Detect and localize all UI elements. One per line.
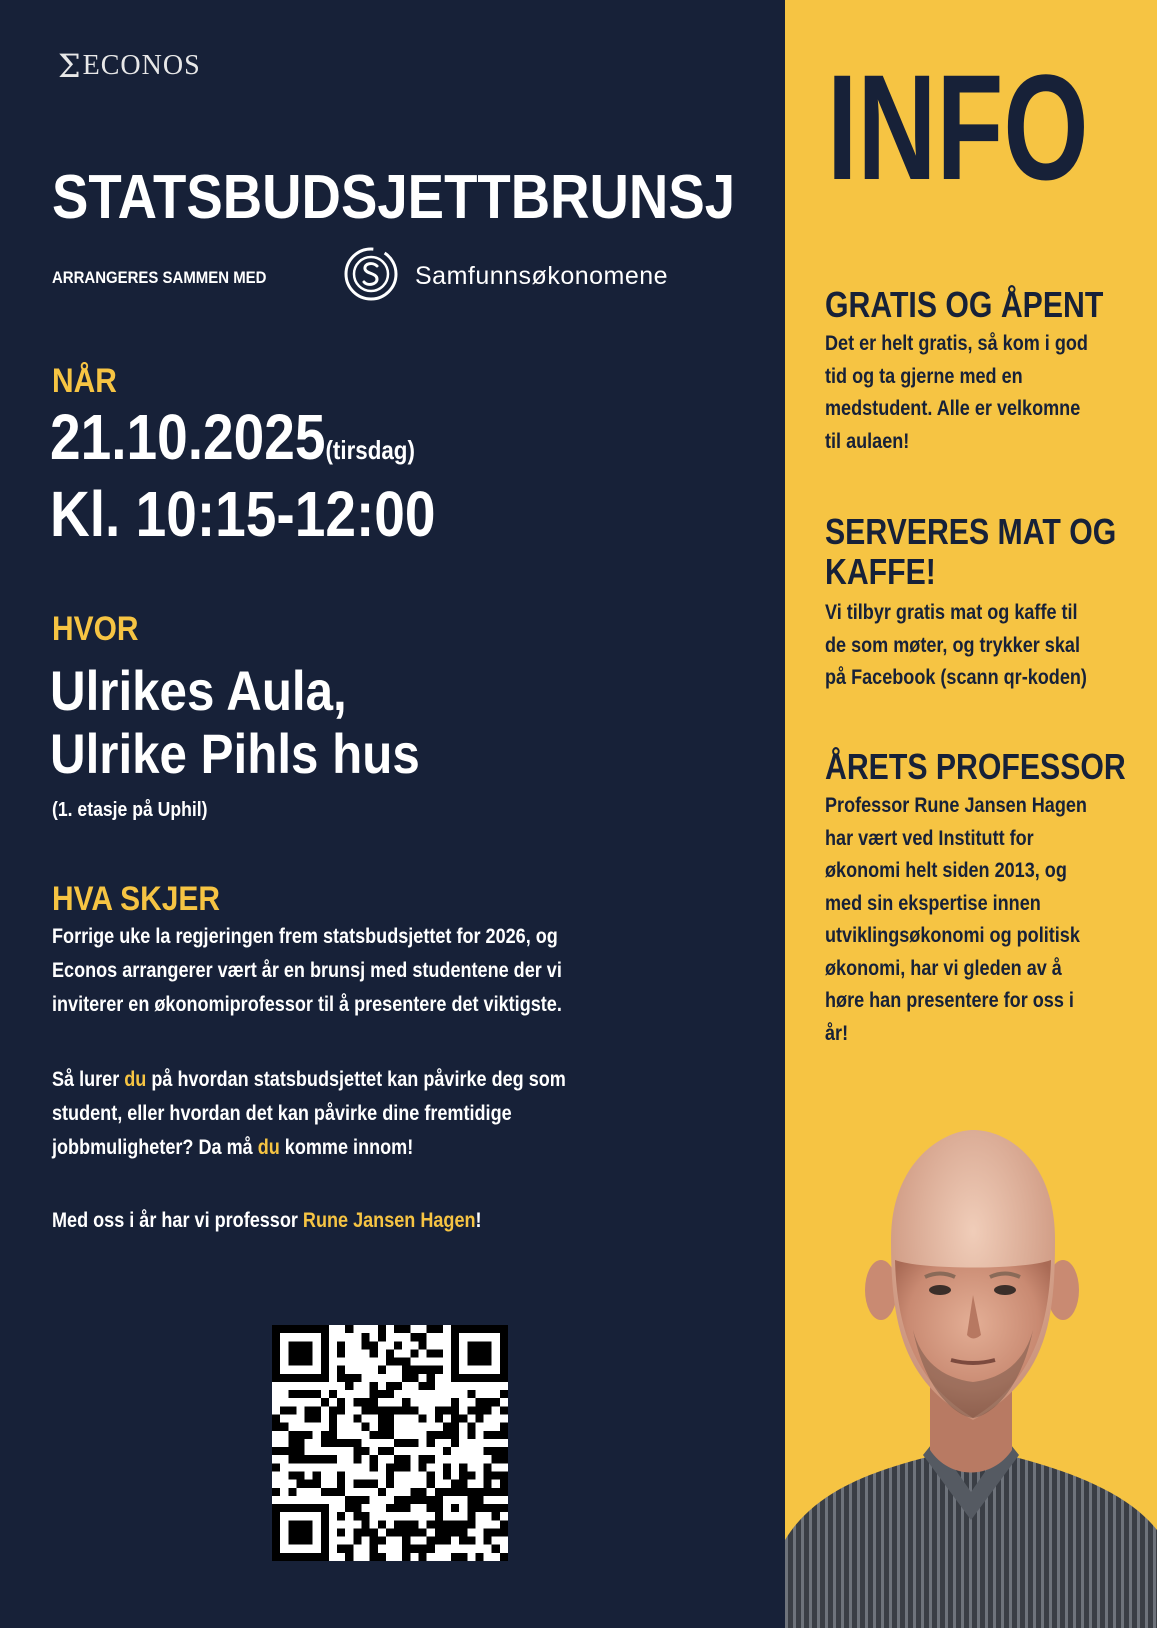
professor-photo <box>785 1120 1157 1628</box>
event-title-text: STATSBUDSJETTBRUNSJ <box>52 163 736 232</box>
info-section-2-body <box>825 597 1130 695</box>
section-body-line: Vi tilbyr gratis mat og kaffe til <box>825 601 1078 624</box>
venue-note-text: (1. etasje på Uphil) <box>52 799 208 821</box>
highlight-professor-name: Rune Jansen Hagen <box>302 1209 476 1232</box>
info-section-3-body <box>825 790 1130 1050</box>
paragraph-line <box>52 1063 566 1097</box>
paragraph-line: Econos arrangerer vært år en brunsj med studentene der vi <box>52 959 562 982</box>
section-body-line: utviklingsøkonomi og politisk <box>825 924 1080 947</box>
section-body-line: på Facebook (scann qr-koden) <box>825 666 1087 689</box>
section-body-line: til aulaen! <box>825 429 910 453</box>
partner-label <box>52 268 296 288</box>
info-heading <box>827 43 1157 211</box>
description-paragraph-1 <box>52 920 645 1022</box>
paragraph-line <box>52 1204 482 1238</box>
info-section-1-title <box>825 285 1156 325</box>
econos-wordmark: ECONOS <box>82 50 201 81</box>
section-title-line: SERVERES MAT OG <box>825 511 1117 552</box>
event-date-text: 21.10.2025 <box>50 401 326 473</box>
event-title <box>52 162 828 233</box>
section-body-line: Det er helt gratis, så kom i god <box>825 332 1088 355</box>
info-section-3-title <box>825 747 1157 787</box>
paragraph-line: inviterer en økonomiprofessor til å presentere det viktigste. <box>52 993 562 1016</box>
section-body-line: høre han presentere for oss i <box>825 989 1074 1012</box>
event-weekday: (tirsdag) <box>325 435 415 465</box>
section-body-line: Professor Rune Jansen Hagen <box>825 794 1087 817</box>
where-label-text: HVOR <box>52 610 139 648</box>
section-title-line: KAFFE! <box>825 551 936 592</box>
highlight-du: du <box>257 1136 280 1159</box>
text-span: på hvordan statsbudsjettet kan påvirke deg som <box>146 1068 566 1091</box>
event-time <box>50 478 498 550</box>
what-label <box>52 880 243 919</box>
info-panel <box>785 0 1157 1628</box>
section-body-line: med sin ekspertise innen <box>825 891 1041 915</box>
text-span: Så lurer <box>52 1068 125 1091</box>
section-body-line: økonomi helt siden 2013, og <box>825 859 1067 882</box>
section-body-line: år! <box>825 1021 849 1045</box>
section-body-line: tid og ta gjerne med en <box>825 364 1023 388</box>
section-body-line: har vært ved Institutt for <box>825 826 1034 850</box>
section-title-line: GRATIS OG ÅPENT <box>825 284 1104 325</box>
where-label <box>52 610 150 649</box>
text-span: komme innom! <box>279 1136 414 1159</box>
partner-label-text: ARRANGERES SAMMEN MED <box>52 268 267 287</box>
text-span: Med oss i år har vi professor <box>52 1209 303 1232</box>
venue-line-2-text: Ulrike Pihls hus <box>50 722 420 785</box>
section-body-line: de som møter, og trykker skal <box>825 633 1080 657</box>
paragraph-line: student, eller hvordan det kan påvirke dine fremtidige <box>52 1102 512 1125</box>
what-label-text: HVA SKJER <box>52 880 220 918</box>
paragraph-line: Forrige uke la regjeringen frem statsbudsjettet for 2026, og <box>52 925 558 948</box>
venue-line-2 <box>50 722 470 785</box>
when-label <box>52 362 126 401</box>
section-title-line: ÅRETS PROFESSOR <box>825 746 1126 787</box>
highlight-du: du <box>124 1068 147 1091</box>
venue-note <box>52 799 229 822</box>
description-paragraph-3 <box>52 1204 552 1238</box>
text-span: jobbmuligheter? Da må <box>52 1136 258 1159</box>
venue-line-1-text: Ulrikes Aula, <box>50 659 347 722</box>
when-label-text: NÅR <box>52 362 117 400</box>
sigma-icon: Σ <box>58 47 81 85</box>
section-body-line: økonomi, har vi gleden av å <box>825 956 1062 980</box>
event-date <box>50 401 474 473</box>
info-section-1-body <box>825 328 1131 458</box>
samfunnsokonomene-logo-icon <box>343 246 399 302</box>
venue-line-1 <box>50 659 387 722</box>
paragraph-line <box>52 1131 566 1165</box>
info-heading-text: INFO <box>827 43 1089 211</box>
partner-name: Samfunnsøkonomene <box>415 262 669 290</box>
section-body-line: medstudent. Alle er velkomne <box>825 397 1081 420</box>
info-section-2-title <box>825 512 1157 592</box>
text-span: ! <box>475 1209 482 1232</box>
description-paragraph-2 <box>52 1063 650 1165</box>
event-time-text: Kl. 10:15-12:00 <box>50 478 436 550</box>
econos-logo <box>58 47 201 85</box>
qr-code[interactable] <box>272 1325 508 1561</box>
